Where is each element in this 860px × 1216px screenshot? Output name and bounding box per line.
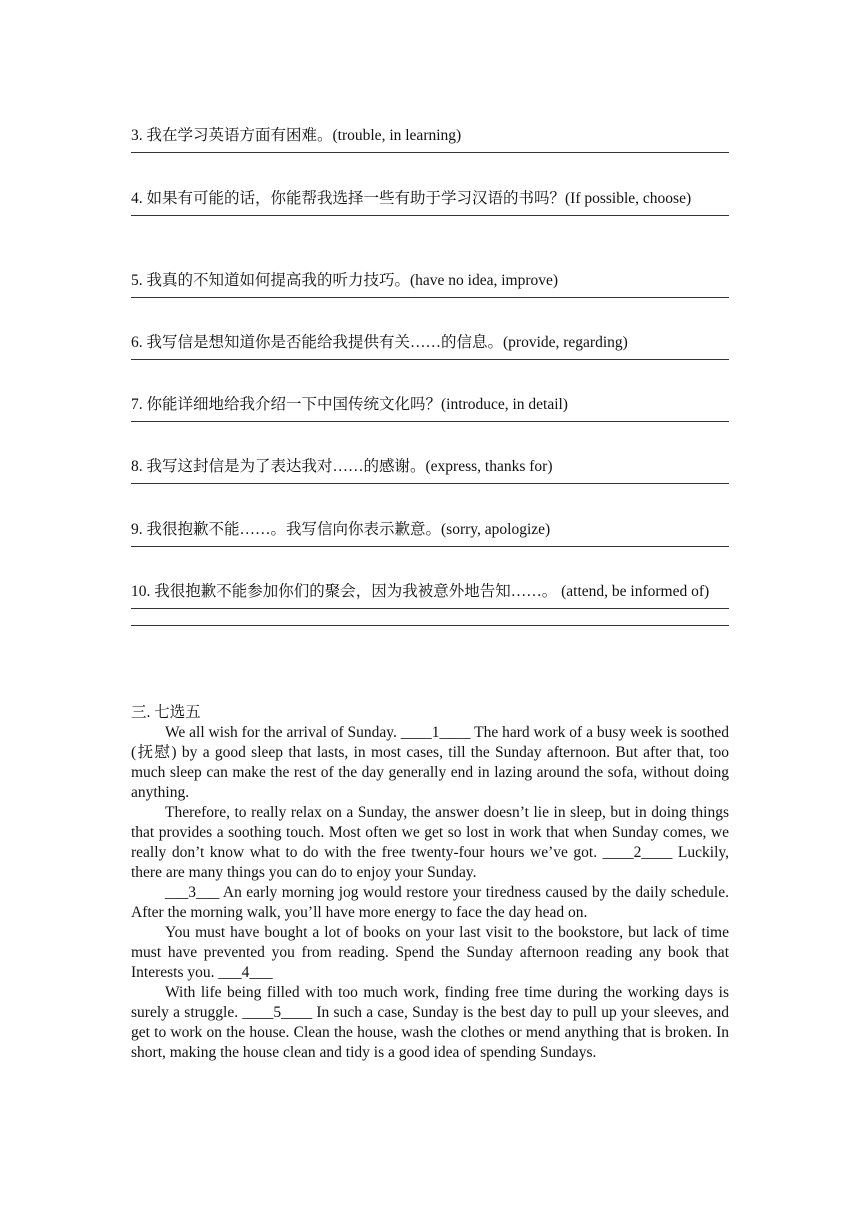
passage-paragraph: With life being filled with too much work, finding free time during the working days is surely a struggle. ____5____ In such a case, Sunday is the best day to pull up your sleeves, and get to work on the house. Clean the house, wash the clothes or mend anything that is broken. In short, making the house clean and tidy is a good idea of spending Sundays.	[131, 984, 729, 1061]
question-3	[131, 125, 729, 153]
passage-paragraph: You must have bought a lot of books on your last visit to the bookstore, but lack of time must have prevented you from reading. Spend the Sunday afternoon reading any book that Interests you. ___4___	[131, 924, 729, 981]
answer-line	[131, 152, 729, 153]
question-text: 6. 我写信是想知道你是否能给我提供有关……的信息。(provide, regarding)	[131, 334, 628, 351]
question-4	[131, 188, 729, 216]
answer-line	[131, 608, 729, 609]
reading-passage	[131, 723, 729, 1063]
question-6	[131, 332, 729, 360]
question-text: 5. 我真的不知道如何提高我的听力技巧。(have no idea, improve)	[131, 272, 559, 289]
question-text: 4. 如果有可能的话，你能帮我选择一些有助于学习汉语的书吗？(If possible, choose)	[131, 190, 692, 207]
question-9	[131, 519, 729, 547]
passage-paragraph: We all wish for the arrival of Sunday. ____1____ The hard work of a busy week is soothed (抚慰) by a good sleep that lasts, in most cases, till the Sunday afternoon. But after that, too much sleep can make the rest of the day generally end in lazing around the sofa, without doing anything.	[131, 724, 729, 801]
question-5	[131, 270, 729, 298]
answer-line	[131, 625, 729, 626]
question-8	[131, 456, 729, 484]
answer-line	[131, 297, 729, 298]
section-title: 三. 七选五	[131, 704, 201, 721]
passage-paragraph: ___3___ An early morning jog would restore your tiredness caused by the daily schedule. After the morning walk, you’ll have more energy to face the day head on.	[131, 884, 729, 921]
question-text: 7. 你能详细地给我介绍一下中国传统文化吗？(introduce, in detail)	[131, 396, 568, 413]
answer-line	[131, 546, 729, 547]
question-text: 3. 我在学习英语方面有困难。(trouble, in learning)	[131, 127, 462, 144]
question-text: 8. 我写这封信是为了表达我对……的感谢。(express, thanks for)	[131, 458, 553, 475]
answer-line	[131, 421, 729, 422]
question-7	[131, 394, 729, 422]
question-text: 9. 我很抱歉不能……。我写信向你表示歉意。(sorry, apologize)	[131, 521, 551, 538]
answer-line	[131, 359, 729, 360]
question-10	[131, 581, 729, 626]
question-text: 10. 我很抱歉不能参加你们的聚会，因为我被意外地告知……。 (attend, be informed of)	[131, 583, 710, 600]
answer-line	[131, 483, 729, 484]
passage-paragraph: Therefore, to really relax on a Sunday, the answer doesn’t lie in sleep, but in doing things that provides a soothing touch. Most often we get so lost in work that when Sunday comes, we really don’t know what to do with the free twenty-four hours we’ve got. ____2____ Luckily, there are many things you can do to enjoy your Sunday.	[131, 804, 729, 881]
answer-line	[131, 215, 729, 216]
